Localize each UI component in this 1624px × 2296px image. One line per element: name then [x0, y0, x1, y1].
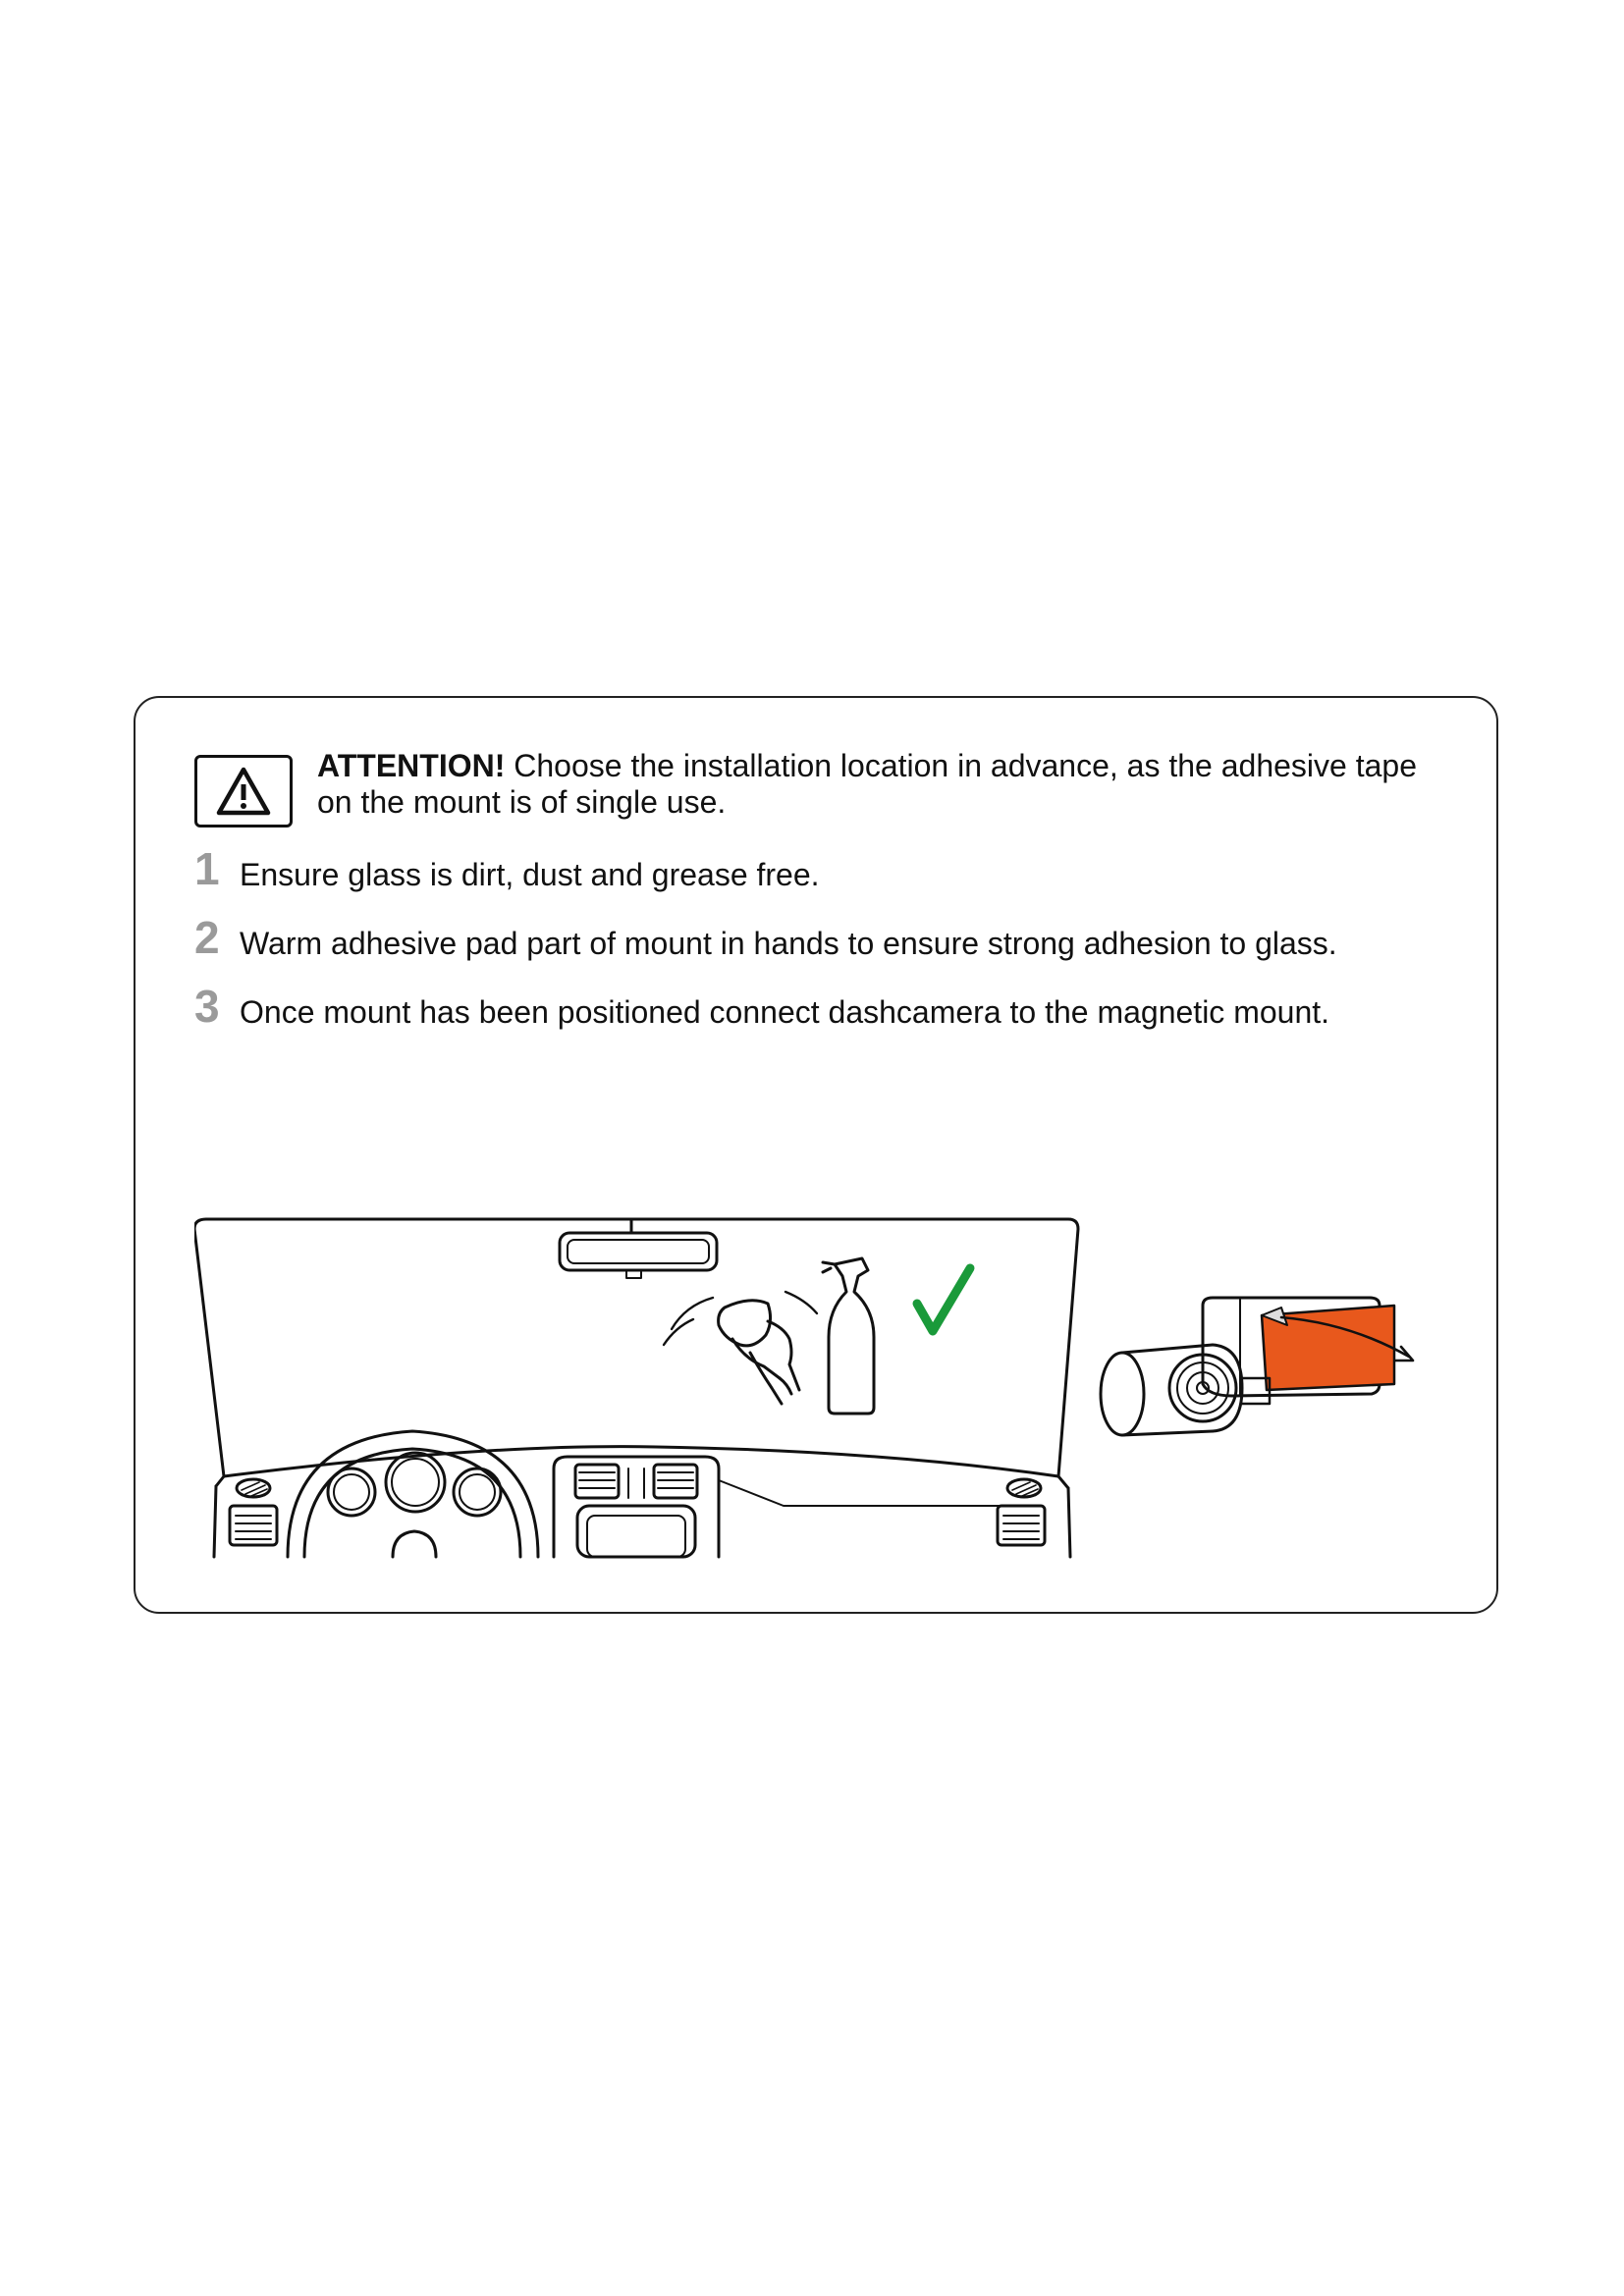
step-number: 2 — [194, 912, 220, 963]
windshield-cleaning-illustration — [194, 1211, 1083, 1570]
warning-triangle-icon — [194, 755, 293, 828]
step-1 — [194, 844, 1471, 903]
attention-text: Choose the installation location in advance, as the adhesive tape on the mount is of single use. — [317, 748, 1417, 820]
dashcam-peel-adhesive-illustration — [1095, 1286, 1448, 1487]
step-number: 3 — [194, 981, 220, 1032]
attention-notice — [317, 748, 1456, 821]
attention-heading: ATTENTION! — [317, 748, 506, 783]
step-text: Ensure glass is dirt, dust and grease free. — [240, 857, 820, 892]
step-text: Once mount has been positioned connect dashcamera to the magnetic mount. — [240, 994, 1330, 1030]
step-number: 1 — [194, 843, 220, 894]
step-3 — [194, 982, 1471, 1041]
step-2 — [194, 913, 1471, 972]
step-text: Warm adhesive pad part of mount in hands to ensure strong adhesion to glass. — [240, 926, 1337, 961]
